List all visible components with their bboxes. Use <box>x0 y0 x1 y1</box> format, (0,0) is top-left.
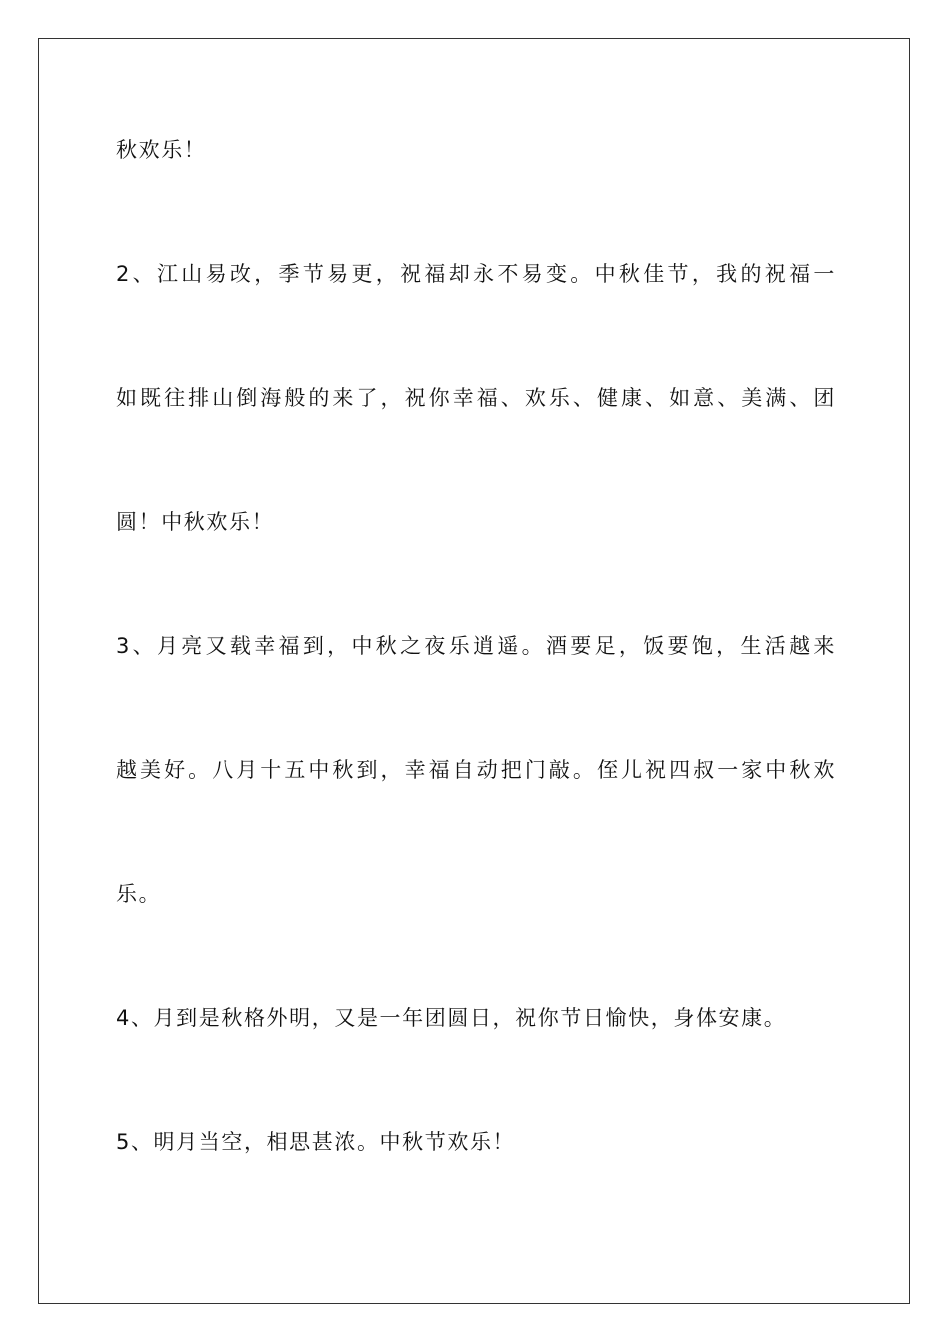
text-line-9: 5、明月当空，相思甚浓。中秋节欢乐！ <box>116 1130 516 1154</box>
text-line-4: 圆！中秋欢乐！ <box>116 510 275 534</box>
text-line-1: 秋欢乐！ <box>116 138 207 162</box>
text-line-8: 4、月到是秋格外明，又是一年团圆日，祝你节日愉快，身体安康。 <box>116 1006 787 1030</box>
page-border <box>38 38 910 1304</box>
text-line-7: 乐。 <box>116 882 162 906</box>
text-line-2: 2、江山易改，季节易更，祝福却永不易变。中秋佳节，我的祝福一 <box>116 262 836 286</box>
text-line-5: 3、月亮又载幸福到，中秋之夜乐逍遥。酒要足，饭要饱，生活越来 <box>116 634 836 658</box>
text-line-3: 如既往排山倒海般的来了，祝你幸福、欢乐、健康、如意、美满、团 <box>116 386 836 410</box>
text-line-6: 越美好。八月十五中秋到，幸福自动把门敲。侄儿祝四叔一家中秋欢 <box>116 758 836 782</box>
